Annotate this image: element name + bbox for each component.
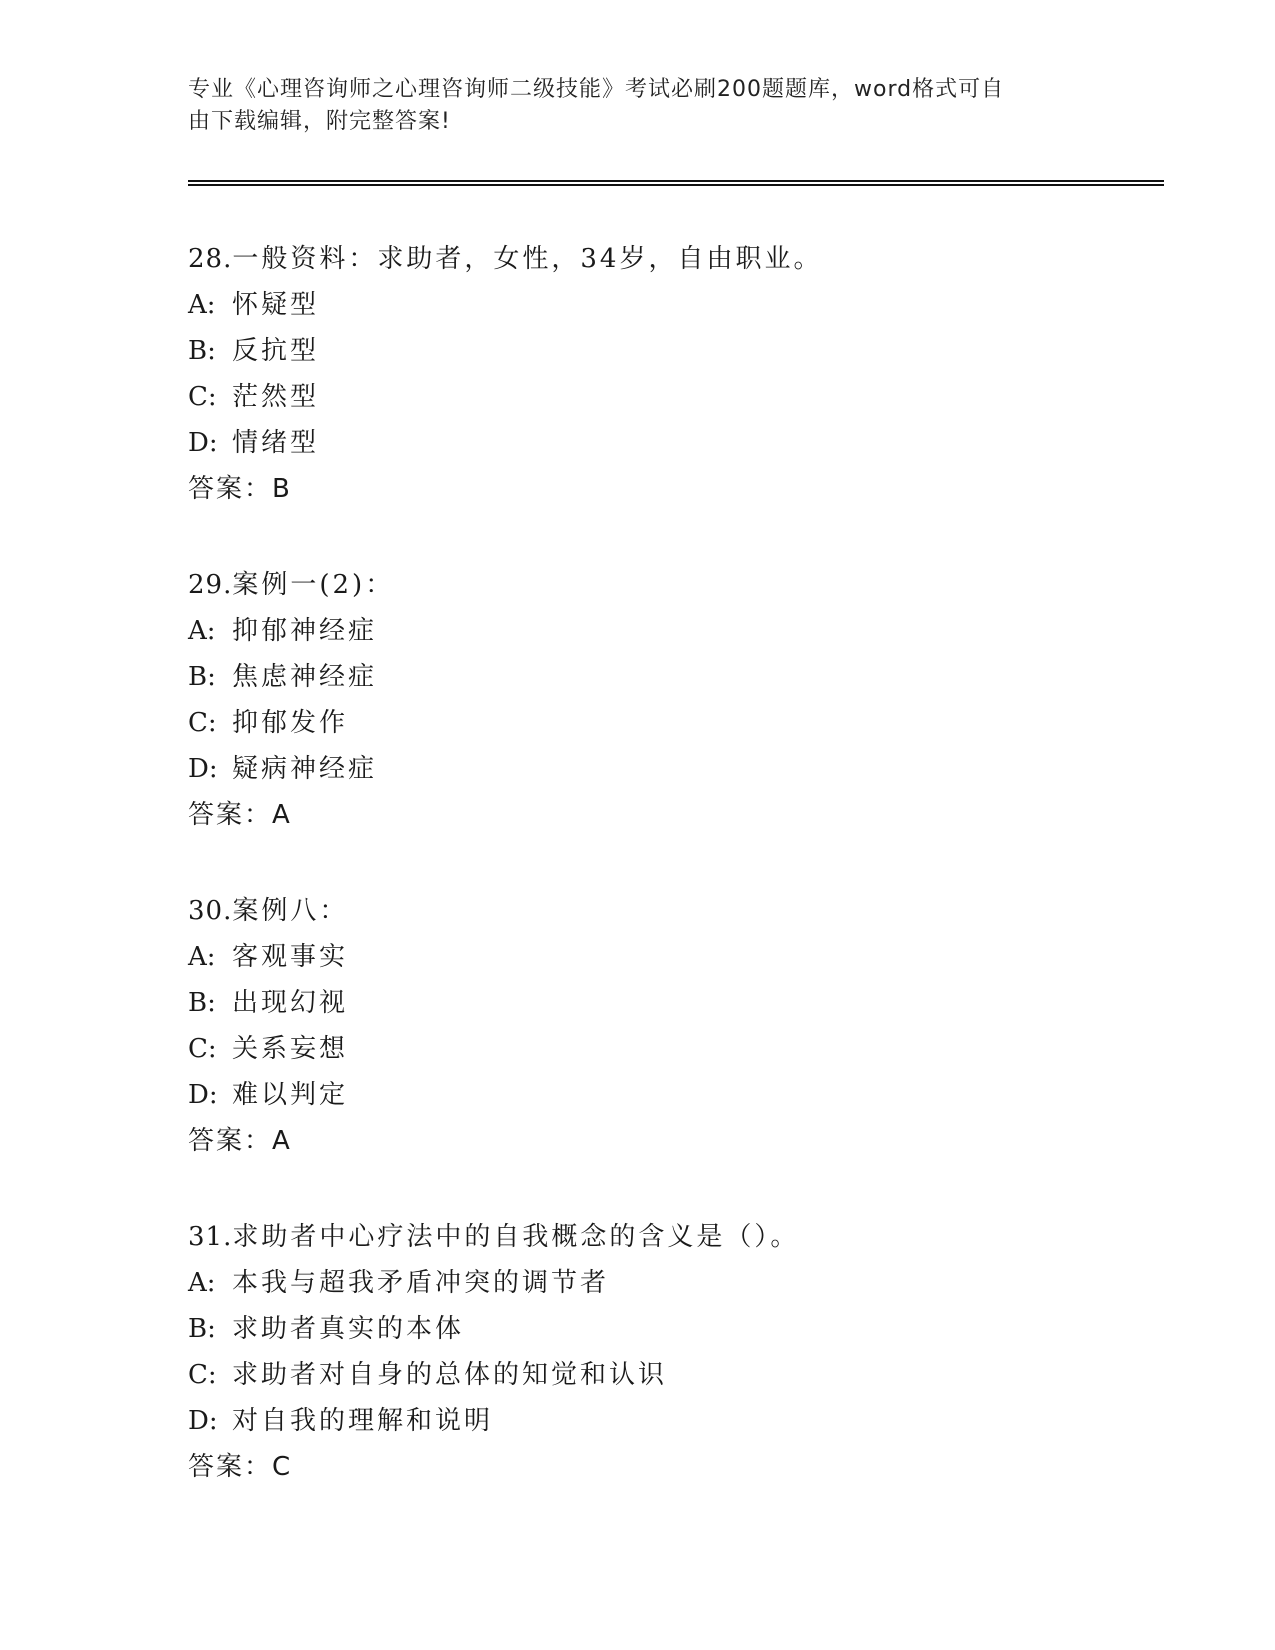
question-stem (188, 1214, 1164, 1260)
answer-label: 答案： (188, 1452, 273, 1482)
option-d (188, 1398, 1164, 1444)
option-letter: B: (188, 336, 216, 366)
option-text: 茫然型 (232, 382, 320, 412)
header-line-2: 由下载编辑，附完整答案! (188, 109, 451, 134)
option-c (188, 700, 1164, 746)
answer-line (188, 792, 1164, 838)
option-a (188, 934, 1164, 980)
question-number: 29. (188, 570, 233, 600)
option-text: 焦虑神经症 (232, 662, 378, 692)
option-letter: C: (188, 1034, 217, 1064)
option-text: 客观事实 (232, 942, 349, 972)
option-text: 疑病神经症 (232, 754, 378, 784)
question-text: 求助者中心疗法中的自我概念的含义是（）。 (232, 1222, 800, 1252)
option-letter: D: (188, 1080, 218, 1110)
option-d (188, 420, 1164, 466)
question-number: 28. (188, 244, 233, 274)
option-b (188, 1306, 1164, 1352)
option-text: 关系妄想 (232, 1034, 349, 1064)
header-line-1: 专业《心理咨询师之心理咨询师二级技能》考试必刷200题题库，word格式可自 (188, 77, 1005, 102)
option-text: 求助者真实的本体 (232, 1314, 465, 1344)
question-stem (188, 236, 1164, 282)
answer-value: A (272, 1126, 292, 1156)
option-letter: A: (188, 616, 216, 646)
question-number: 30. (188, 896, 233, 926)
option-b (188, 654, 1164, 700)
option-letter: C: (188, 1360, 217, 1390)
question-31 (188, 1214, 1164, 1490)
option-letter: B: (188, 662, 216, 692)
option-b (188, 980, 1164, 1026)
option-text: 出现幻视 (232, 988, 349, 1018)
question-list (188, 236, 1164, 1540)
option-text: 抑郁发作 (232, 708, 349, 738)
option-letter: A: (188, 942, 216, 972)
question-stem (188, 562, 1164, 608)
question-text: 案例一(2)： (232, 570, 395, 600)
option-text: 求助者对自身的总体的知觉和认识 (232, 1360, 668, 1390)
document-header (188, 74, 1088, 138)
option-letter: B: (188, 1314, 216, 1344)
answer-value: A (272, 800, 292, 830)
option-text: 反抗型 (232, 336, 320, 366)
question-28 (188, 236, 1164, 512)
answer-line (188, 466, 1164, 512)
option-text: 抑郁神经症 (232, 616, 378, 646)
option-d (188, 1072, 1164, 1118)
option-letter: D: (188, 428, 218, 458)
option-text: 对自我的理解和说明 (232, 1406, 494, 1436)
question-29 (188, 562, 1164, 838)
option-text: 本我与超我矛盾冲突的调节者 (232, 1268, 610, 1298)
answer-label: 答案： (188, 1126, 273, 1156)
option-letter: A: (188, 1268, 216, 1298)
option-text: 情绪型 (232, 428, 320, 458)
option-a (188, 1260, 1164, 1306)
option-a (188, 608, 1164, 654)
answer-label: 答案： (188, 800, 273, 830)
answer-label: 答案： (188, 474, 273, 504)
question-text: 一般资料：求助者，女性，34岁，自由职业。 (232, 244, 823, 274)
option-letter: D: (188, 1406, 218, 1436)
option-b (188, 328, 1164, 374)
answer-value: B (272, 474, 292, 504)
option-text: 怀疑型 (232, 290, 320, 320)
question-number: 31. (188, 1222, 233, 1252)
option-letter: D: (188, 754, 218, 784)
option-letter: B: (188, 988, 216, 1018)
answer-value: C (272, 1452, 293, 1482)
option-c (188, 374, 1164, 420)
option-letter: A: (188, 290, 216, 320)
option-c (188, 1352, 1164, 1398)
answer-line (188, 1118, 1164, 1164)
option-text: 难以判定 (232, 1080, 349, 1110)
question-stem (188, 888, 1164, 934)
option-c (188, 1026, 1164, 1072)
option-letter: C: (188, 708, 217, 738)
option-letter: C: (188, 382, 217, 412)
question-text: 案例八： (232, 896, 349, 926)
option-a (188, 282, 1164, 328)
answer-line (188, 1444, 1164, 1490)
header-double-rule (188, 180, 1164, 186)
option-d (188, 746, 1164, 792)
question-30 (188, 888, 1164, 1164)
